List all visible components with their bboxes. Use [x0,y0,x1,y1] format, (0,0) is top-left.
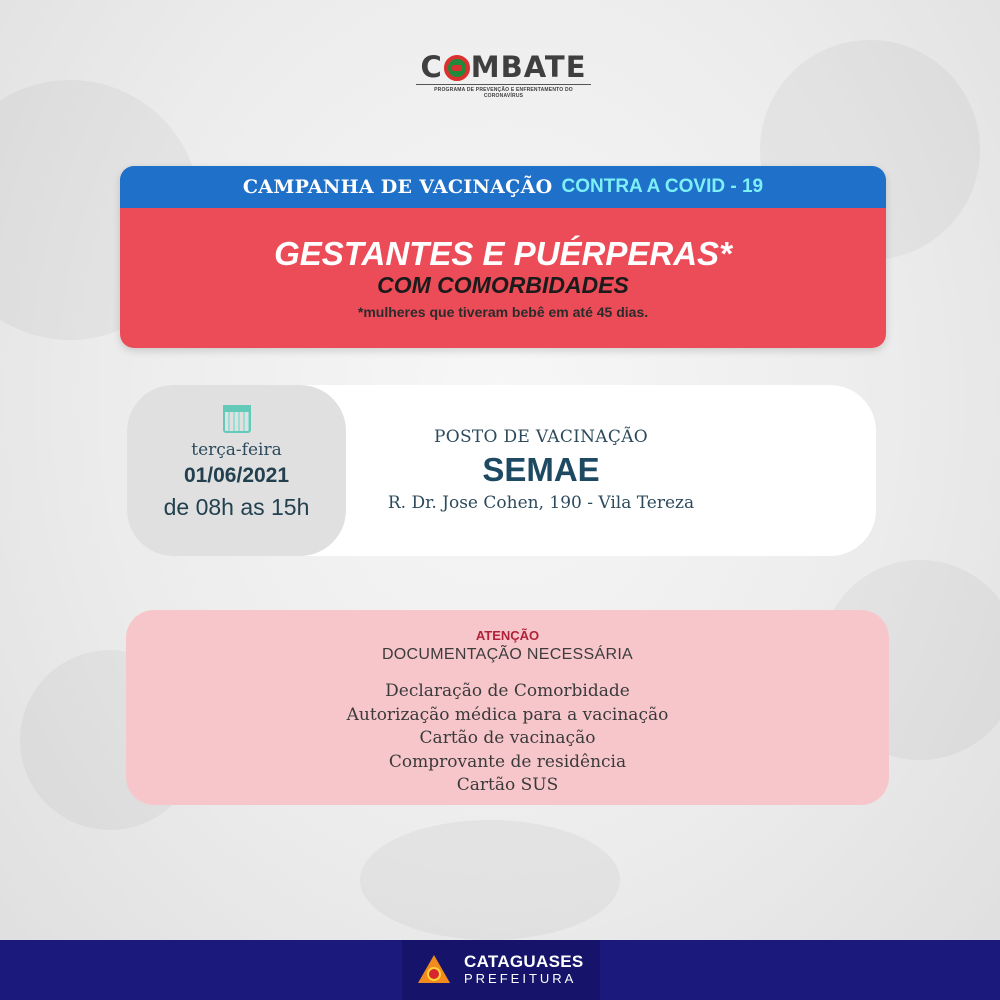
logo-wordmark [416,50,591,84]
list-item: Cartão SUS [456,775,559,795]
list-item: Declaração de Comorbidade [385,681,630,701]
campaign-header [120,166,886,208]
attention-subtitle: DOCUMENTAÇÃO NECESSÁRIA [381,646,634,663]
combate-logo [416,50,591,99]
footer-bar [0,940,1000,1000]
location-label: POSTO DE VACINAÇÃO [433,427,649,447]
documents-list [126,680,889,798]
list-item: Comprovante de residência [388,751,627,772]
logo-word-start: C [420,50,443,84]
campaign-note: *mulheres que tiveram bebê em até 45 dias. [357,304,649,320]
schedule-weekday: terça-feira [191,440,282,460]
virus-icon [444,55,470,81]
attention-title: ATENÇÃO [475,628,540,643]
schedule-box [127,385,346,556]
campaign-title: CAMPANHA DE VACINAÇÃO [242,176,553,198]
logo-word-end: MBATE [470,50,587,84]
list-item: Cartão de vacinação [419,728,596,748]
campaign-subheadline: COM COMORBIDADES [377,272,629,298]
campaign-card [120,166,886,348]
campaign-title-accent: CONTRA A COVID - 19 [561,176,764,197]
footer-subtitle: PREFEITURA [464,971,577,986]
vaccination-location-card [127,385,876,556]
cataguases-crest-icon [416,954,452,986]
schedule-date: 01/06/2021 [183,464,290,487]
campaign-body [120,208,886,348]
location-name: SEMAE [482,451,600,488]
logo-subtitle: PROGRAMA DE PREVENÇÃO E ENFRENTAMENTO DO CORONAVÍRUS [416,84,591,99]
footer-text [464,953,584,987]
list-item: Autorização médica para a vacinação [346,704,669,725]
footer-title: CATAGUASES [464,952,584,971]
background-decoration [360,820,620,940]
location-info [346,385,876,556]
schedule-hours: de 08h as 15h [163,494,310,520]
campaign-headline: GESTANTES E PUÉRPERAS* [274,235,732,272]
location-address: R. Dr. Jose Cohen, 190 - Vila Tereza [387,493,695,513]
prefeitura-logo [402,940,600,1000]
calendar-icon [223,405,251,433]
required-documents-card [126,610,889,805]
